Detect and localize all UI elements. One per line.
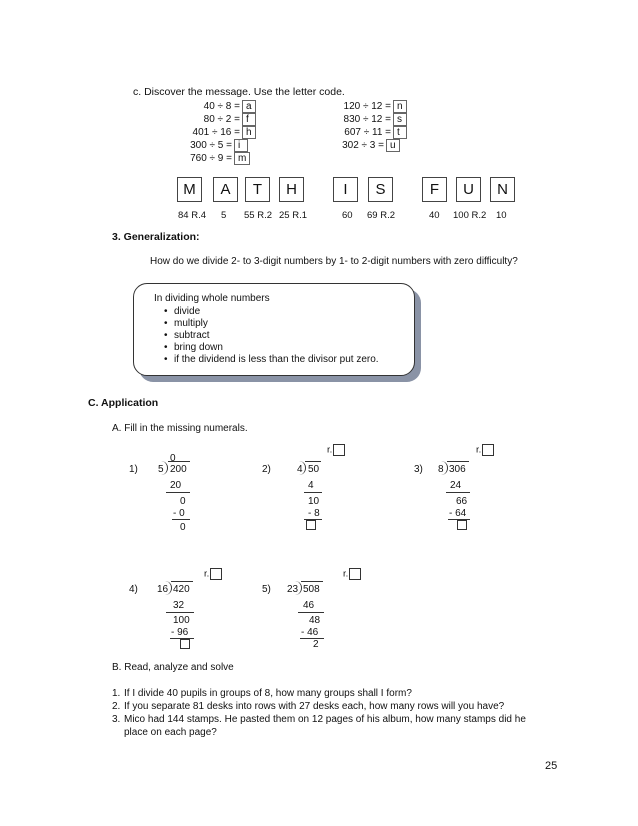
message-tile-a: A — [213, 177, 238, 202]
tile-number: 60 — [342, 210, 353, 221]
tile-number: 69 R.2 — [367, 210, 395, 221]
message-tile-s: S — [368, 177, 393, 202]
code-letter: i — [234, 139, 248, 152]
subtraction-line — [172, 519, 190, 520]
problem-text: Mico had 144 stamps. He pasted them on 12 pages of his album, how many stamps did he — [124, 714, 526, 725]
tile-number: 100 R.2 — [453, 210, 487, 221]
step-value: - 64 — [449, 508, 467, 519]
dividend: 420 — [173, 584, 190, 595]
code-equation: 80 ÷ 2 = — [203, 114, 240, 125]
message-tile-n: N — [490, 177, 515, 202]
step-value: 100 — [173, 615, 190, 626]
problem-label: 1) — [129, 464, 138, 475]
divisor: 16 — [157, 584, 169, 595]
answer-blank[interactable] — [210, 568, 222, 580]
code-equation: 760 ÷ 9 = — [190, 153, 232, 164]
step-item: • bring down — [164, 342, 379, 354]
remainder-box — [204, 568, 222, 580]
step-value: - 96 — [171, 627, 189, 638]
code-equation: 302 ÷ 3 = — [342, 140, 384, 151]
code-row — [188, 100, 256, 113]
code-letter: a — [242, 100, 256, 113]
step-value: - 46 — [301, 627, 319, 638]
application-heading: C. Application — [88, 397, 159, 409]
message-tile-h: H — [279, 177, 304, 202]
step-item: • divide — [164, 306, 379, 318]
step-value: 48 — [309, 615, 321, 626]
tile-number: 55 R.2 — [244, 210, 272, 221]
remainder-label: r. — [327, 444, 333, 456]
problem-label: 4) — [129, 584, 138, 595]
code-equation: 40 ÷ 8 = — [203, 101, 240, 112]
box-panel — [133, 283, 415, 376]
step-value: 2 — [313, 639, 319, 650]
dividend: 306 — [449, 464, 466, 475]
generalization-box — [133, 283, 423, 384]
generalization-steps — [164, 306, 379, 366]
code-letter: t — [393, 126, 407, 139]
answer-blank[interactable] — [482, 444, 494, 456]
code-equation: 300 ÷ 5 = — [190, 140, 232, 151]
generalization-heading: 3. Generalization: — [112, 231, 200, 243]
problem-number: 3. — [112, 714, 121, 725]
word-problem — [112, 688, 412, 699]
problem-label: 5) — [262, 584, 271, 595]
remainder-label: r. — [204, 568, 210, 580]
message-tile-u: U — [456, 177, 481, 202]
code-letter: u — [386, 139, 400, 152]
answer-blank[interactable] — [333, 444, 345, 456]
dividend: 50 — [308, 464, 320, 475]
subtraction-line — [298, 612, 324, 613]
code-equation: 830 ÷ 12 = — [343, 114, 391, 125]
word-problem — [112, 701, 504, 712]
tile-number: 84 R.4 — [178, 210, 206, 221]
subtraction-line — [446, 492, 470, 493]
division-bracket — [299, 461, 306, 475]
code-letter: h — [242, 126, 256, 139]
dividend: 200 — [170, 464, 187, 475]
code-row — [188, 113, 256, 126]
page-number: 25 — [545, 760, 558, 772]
tile-number: 40 — [429, 210, 440, 221]
code-letter: s — [393, 113, 407, 126]
code-equation: 120 ÷ 12 = — [343, 101, 391, 112]
step-value: 10 — [308, 496, 320, 507]
generalization-question: How do we divide 2- to 3-digit numbers by 1- to 2-digit numbers with zero difficulty? — [150, 256, 518, 267]
step-value: 32 — [173, 600, 185, 611]
step-value: 0 — [180, 496, 186, 507]
answer-blank[interactable] — [306, 520, 316, 530]
step-value: 0 — [180, 522, 186, 533]
dividend: 508 — [303, 584, 320, 595]
vinculum — [305, 461, 321, 462]
subtraction-line — [166, 492, 190, 493]
code-row — [339, 100, 407, 113]
remainder-box — [476, 444, 494, 456]
message-tile-t: T — [245, 177, 270, 202]
division-bracket — [441, 461, 448, 475]
message-tile-m: M — [177, 177, 202, 202]
step-value: 66 — [456, 496, 468, 507]
divisor: 4 — [297, 464, 303, 475]
tile-number: 10 — [496, 210, 507, 221]
divisor: 8 — [438, 464, 444, 475]
step-value: - 0 — [173, 508, 185, 519]
quotient: 0 — [170, 453, 176, 464]
code-row — [339, 139, 400, 152]
division-bracket — [295, 581, 302, 595]
problem-label: 2) — [262, 464, 271, 475]
vinculum — [171, 581, 193, 582]
step-value: 24 — [450, 480, 462, 491]
vinculum — [168, 461, 190, 462]
divisor: 23 — [287, 584, 299, 595]
remainder-box — [327, 444, 345, 456]
word-problem — [112, 714, 526, 725]
answer-blank[interactable] — [457, 520, 467, 530]
vinculum — [301, 581, 323, 582]
division-bracket — [161, 461, 168, 475]
code-letter: n — [393, 100, 407, 113]
problem-number: 1. — [112, 688, 121, 699]
step-item: • multiply — [164, 318, 379, 330]
part-a-instruction: A. Fill in the missing numerals. — [112, 423, 248, 434]
remainder-box — [343, 568, 361, 580]
problem-number: 2. — [112, 701, 121, 712]
code-equation: 607 ÷ 11 = — [344, 127, 391, 138]
step-item: • if the dividend is less than the divisor put zero. — [164, 354, 379, 366]
word-problem-continuation: place on each page? — [124, 727, 217, 738]
problem-text: If you separate 81 desks into rows with 27 desks each, how many rows will you have? — [124, 701, 505, 712]
tile-number: 25 R.1 — [279, 210, 307, 221]
step-item: • subtract — [164, 330, 379, 342]
tile-number: 5 — [221, 210, 227, 221]
code-letter: m — [234, 152, 250, 165]
vinculum — [447, 461, 469, 462]
code-row — [339, 113, 407, 126]
remainder-label: r. — [476, 444, 482, 456]
code-row — [339, 126, 407, 139]
divisor: 5 — [158, 464, 164, 475]
code-row — [188, 152, 250, 165]
code-equation: 401 ÷ 16 = — [192, 127, 240, 138]
step-value: 46 — [303, 600, 315, 611]
part-b-instruction: B. Read, analyze and solve — [112, 662, 234, 673]
step-value: 20 — [170, 480, 182, 491]
step-value: - 8 — [308, 508, 320, 519]
remainder-label: r. — [343, 568, 349, 580]
generalization-intro: In dividing whole numbers — [154, 293, 270, 304]
subtraction-line — [304, 492, 322, 493]
discover-title: c. Discover the message. Use the letter code. — [133, 86, 345, 98]
step-value: 4 — [308, 480, 314, 491]
subtraction-line — [166, 612, 194, 613]
division-bracket — [165, 581, 172, 595]
problem-label: 3) — [414, 464, 423, 475]
code-row — [188, 126, 256, 139]
answer-blank[interactable] — [180, 639, 190, 649]
answer-blank[interactable] — [349, 568, 361, 580]
problem-text: If I divide 40 pupils in groups of 8, how many groups shall I form? — [124, 688, 412, 699]
code-row — [188, 139, 248, 152]
subtraction-line — [300, 638, 324, 639]
message-tile-i: I — [333, 177, 358, 202]
message-tile-f: F — [422, 177, 447, 202]
code-letter: f — [242, 113, 256, 126]
